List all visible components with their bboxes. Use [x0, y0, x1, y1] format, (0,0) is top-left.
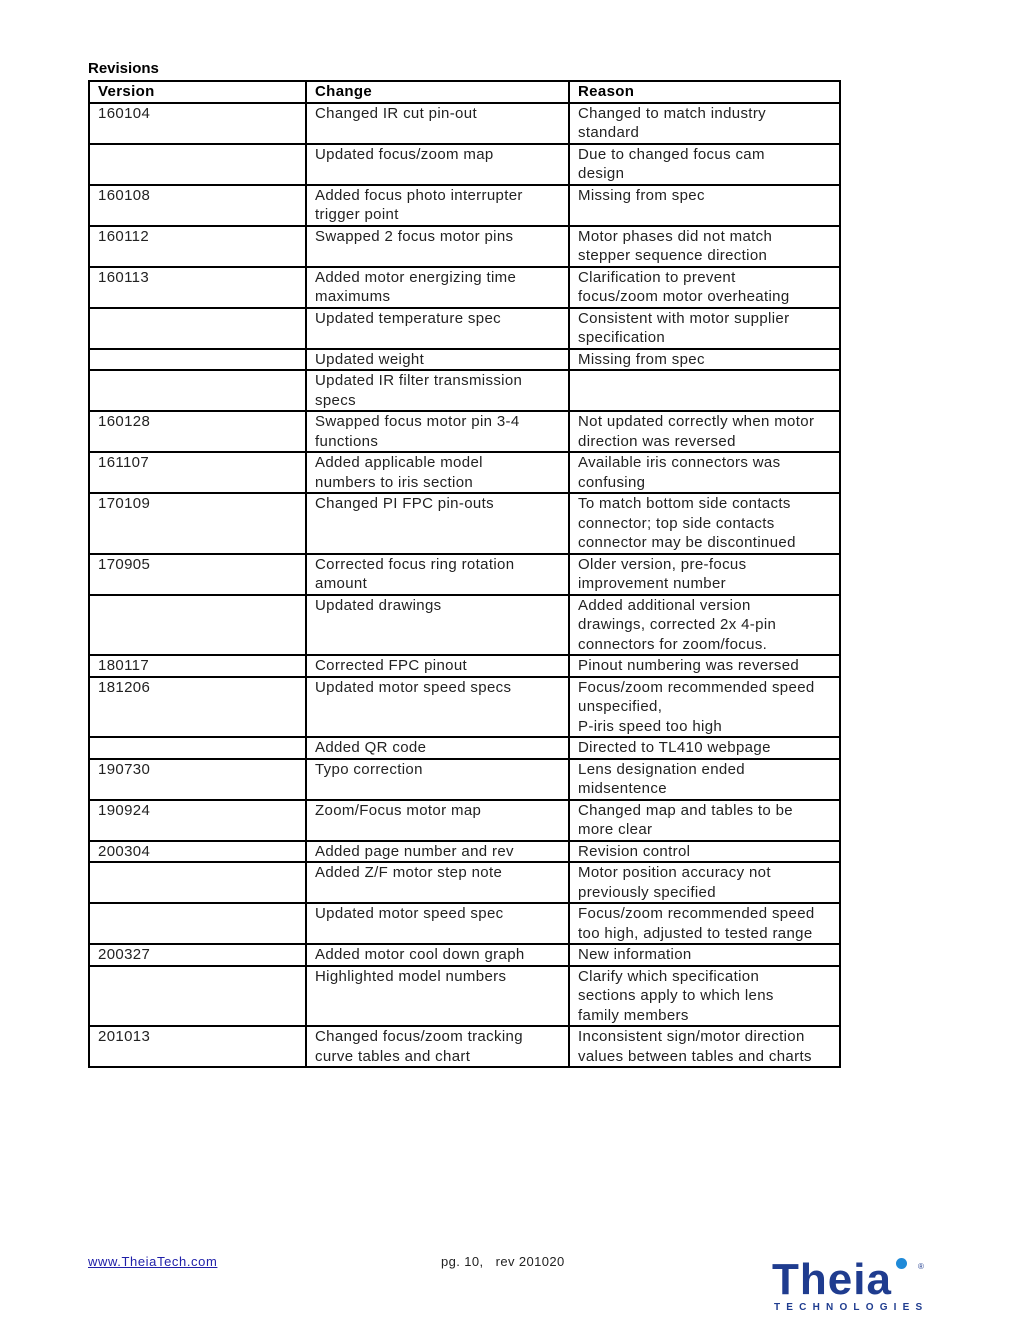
theia-logo	[772, 1255, 932, 1314]
table-row	[89, 308, 840, 349]
logo-tagline: TECHNOLOGIES	[774, 1302, 929, 1313]
reason-cell: Consistent with motor supplier specification	[569, 308, 840, 349]
version-cell: 201013	[89, 1026, 306, 1067]
reason-cell: Focus/zoom recommended speed unspecified, P-iris speed too high	[569, 677, 840, 738]
logo-dot-icon	[896, 1258, 907, 1269]
table-row	[89, 554, 840, 595]
change-cell: Changed PI FPC pin-outs	[306, 493, 569, 554]
reason-cell: Due to changed focus cam design	[569, 144, 840, 185]
reason-cell: Older version, pre-focus improvement number	[569, 554, 840, 595]
version-cell	[89, 862, 306, 903]
version-cell	[89, 737, 306, 759]
table-row	[89, 595, 840, 656]
table-row	[89, 759, 840, 800]
reason-cell: Directed to TL410 webpage	[569, 737, 840, 759]
revisions-table-body	[89, 103, 840, 1068]
reason-cell: Added additional version drawings, corrected 2x 4-pin connectors for zoom/focus.	[569, 595, 840, 656]
table-row	[89, 103, 840, 144]
change-cell: Added motor cool down graph	[306, 944, 569, 966]
column-header-reason: Reason	[569, 81, 840, 103]
version-cell: 160108	[89, 185, 306, 226]
reason-cell: Revision control	[569, 841, 840, 863]
reason-cell	[569, 370, 840, 411]
version-cell: 180117	[89, 655, 306, 677]
change-cell: Updated motor speed spec	[306, 903, 569, 944]
table-header-row	[89, 81, 840, 103]
version-cell: 190924	[89, 800, 306, 841]
column-header-version: Version	[89, 81, 306, 103]
version-cell	[89, 595, 306, 656]
table-row	[89, 1026, 840, 1067]
version-cell: 160113	[89, 267, 306, 308]
page-number-revision: pg. 10, rev 201020	[441, 1254, 565, 1269]
reason-cell: Changed to match industry standard	[569, 103, 840, 144]
table-row	[89, 267, 840, 308]
reason-cell: Motor position accuracy not previously specified	[569, 862, 840, 903]
reason-cell: Pinout numbering was reversed	[569, 655, 840, 677]
version-cell	[89, 349, 306, 371]
change-cell: Updated focus/zoom map	[306, 144, 569, 185]
reason-cell: Available iris connectors was confusing	[569, 452, 840, 493]
reason-cell: Lens designation ended midsentence	[569, 759, 840, 800]
table-row	[89, 226, 840, 267]
change-cell: Added applicable model numbers to iris section	[306, 452, 569, 493]
reason-cell: Clarify which specification sections apply to which lens family members	[569, 966, 840, 1027]
reason-cell: Inconsistent sign/motor direction values between tables and charts	[569, 1026, 840, 1067]
change-cell: Added motor energizing time maximums	[306, 267, 569, 308]
table-row	[89, 185, 840, 226]
table-row	[89, 903, 840, 944]
revisions-table	[88, 80, 841, 1068]
reason-cell: Missing from spec	[569, 349, 840, 371]
change-cell: Updated temperature spec	[306, 308, 569, 349]
reason-cell: Changed map and tables to be more clear	[569, 800, 840, 841]
reason-cell: Motor phases did not match stepper sequence direction	[569, 226, 840, 267]
table-row	[89, 841, 840, 863]
change-cell: Added QR code	[306, 737, 569, 759]
change-cell: Updated IR filter transmission specs	[306, 370, 569, 411]
version-cell: 190730	[89, 759, 306, 800]
section-title: Revisions	[88, 60, 159, 77]
version-cell: 181206	[89, 677, 306, 738]
reason-cell: To match bottom side contacts connector; top side contacts connector may be discontinued	[569, 493, 840, 554]
table-row	[89, 966, 840, 1027]
table-row	[89, 862, 840, 903]
table-row	[89, 944, 840, 966]
change-cell: Swapped focus motor pin 3-4 functions	[306, 411, 569, 452]
table-row	[89, 452, 840, 493]
version-cell	[89, 966, 306, 1027]
reason-cell: New information	[569, 944, 840, 966]
logo-wordmark: Theia	[772, 1255, 892, 1304]
version-cell: 160112	[89, 226, 306, 267]
table-row	[89, 737, 840, 759]
change-cell: Changed IR cut pin-out	[306, 103, 569, 144]
reason-cell: Focus/zoom recommended speed too high, adjusted to tested range	[569, 903, 840, 944]
table-row	[89, 370, 840, 411]
change-cell: Corrected focus ring rotation amount	[306, 554, 569, 595]
change-cell: Changed focus/zoom tracking curve tables and chart	[306, 1026, 569, 1067]
change-cell: Added Z/F motor step note	[306, 862, 569, 903]
table-row	[89, 349, 840, 371]
table-row	[89, 655, 840, 677]
table-row	[89, 144, 840, 185]
version-cell	[89, 144, 306, 185]
reason-cell: Clarification to prevent focus/zoom motor overheating	[569, 267, 840, 308]
change-cell: Added page number and rev	[306, 841, 569, 863]
change-cell: Updated drawings	[306, 595, 569, 656]
table-row	[89, 800, 840, 841]
table-row	[89, 493, 840, 554]
table-row	[89, 677, 840, 738]
change-cell: Highlighted model numbers	[306, 966, 569, 1027]
version-cell	[89, 903, 306, 944]
change-cell: Zoom/Focus motor map	[306, 800, 569, 841]
website-link[interactable]: www.TheiaTech.com	[88, 1254, 218, 1269]
version-cell: 170109	[89, 493, 306, 554]
change-cell: Typo correction	[306, 759, 569, 800]
version-cell: 200304	[89, 841, 306, 863]
version-cell	[89, 308, 306, 349]
reason-cell: Not updated correctly when motor direction was reversed	[569, 411, 840, 452]
reason-cell: Missing from spec	[569, 185, 840, 226]
change-cell: Updated motor speed specs	[306, 677, 569, 738]
table-row	[89, 411, 840, 452]
version-cell	[89, 370, 306, 411]
registered-mark-icon: ®	[918, 1262, 924, 1271]
version-cell: 160104	[89, 103, 306, 144]
version-cell: 170905	[89, 554, 306, 595]
version-cell: 161107	[89, 452, 306, 493]
change-cell: Added focus photo interrupter trigger point	[306, 185, 569, 226]
change-cell: Swapped 2 focus motor pins	[306, 226, 569, 267]
version-cell: 160128	[89, 411, 306, 452]
column-header-change: Change	[306, 81, 569, 103]
change-cell: Corrected FPC pinout	[306, 655, 569, 677]
change-cell: Updated weight	[306, 349, 569, 371]
version-cell: 200327	[89, 944, 306, 966]
